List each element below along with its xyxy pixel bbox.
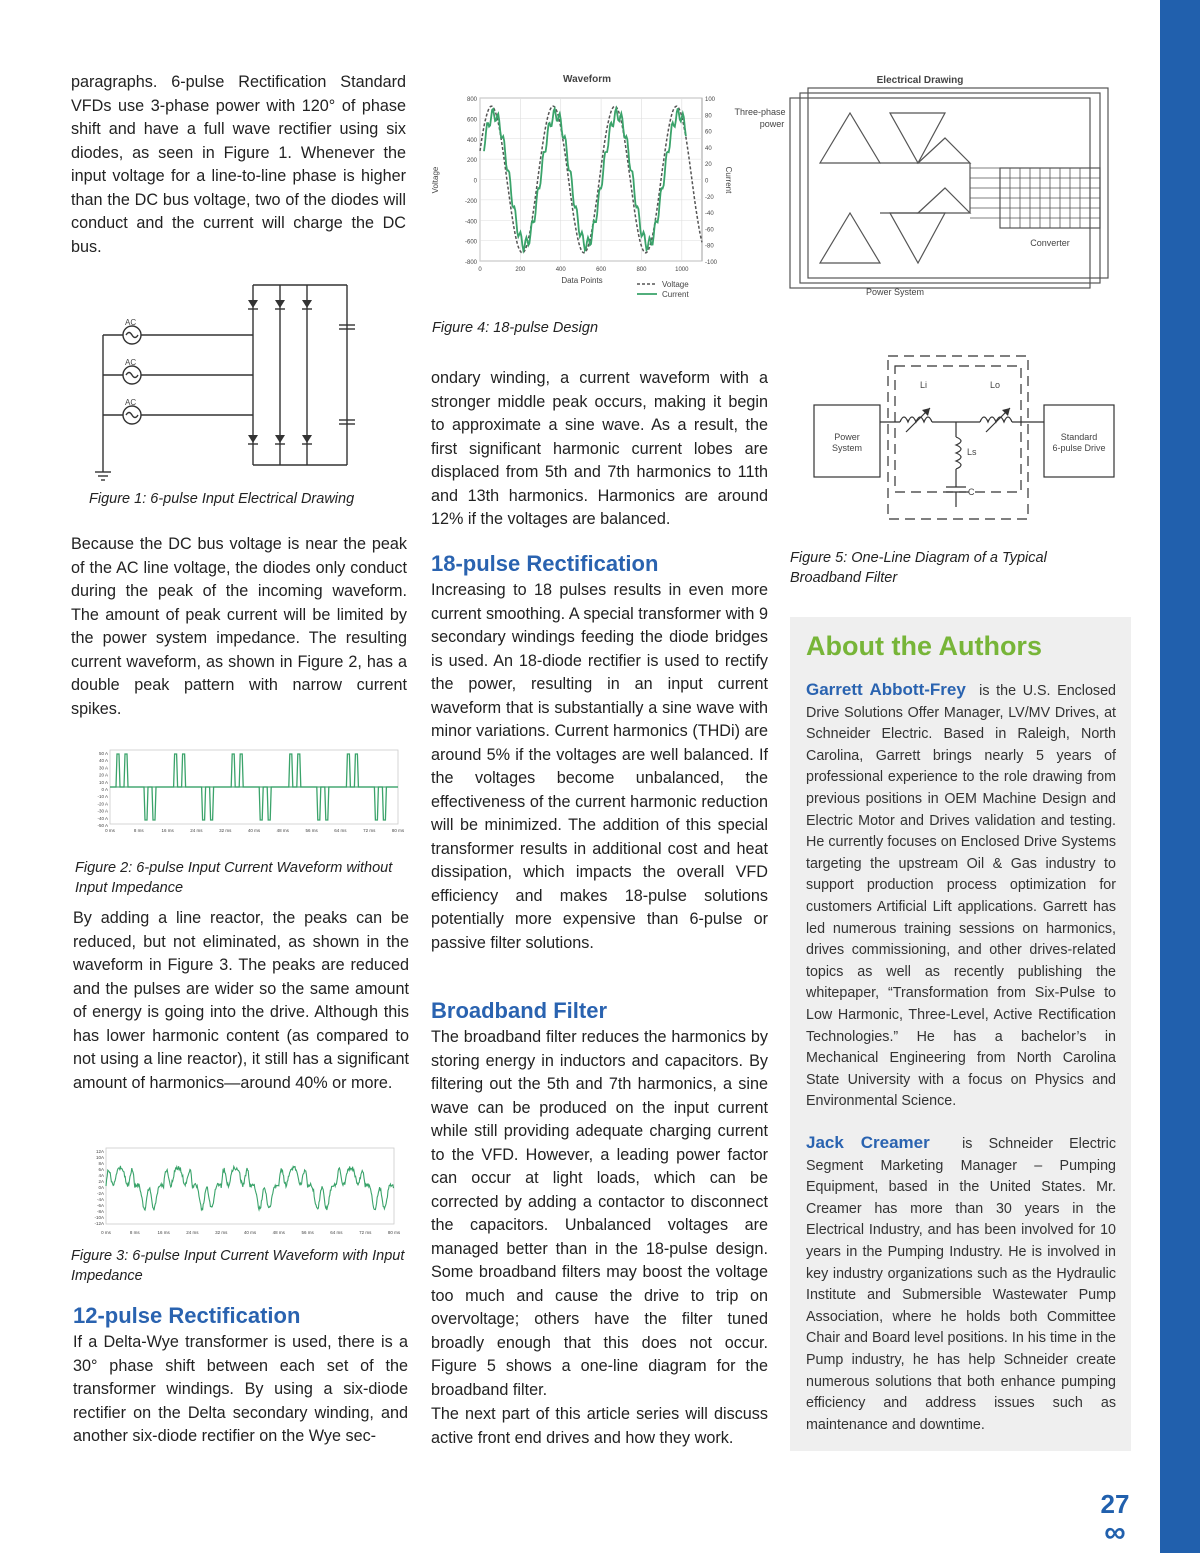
drawing-power-system: Power System <box>865 287 925 297</box>
fig3-ytick: -4A <box>96 1197 104 1202</box>
author-2-name: Jack Creamer <box>806 1133 930 1152</box>
fig4-ytick-right: -20 <box>705 194 714 201</box>
drawing-title: Electrical Drawing <box>876 75 964 86</box>
fig4-xtick: 1000 <box>675 267 689 273</box>
fig4-ytick-right: -80 <box>705 243 714 250</box>
author-1-name: Garrett Abbott-Frey <box>806 680 966 699</box>
fig3-ytick: 10A <box>95 1155 104 1160</box>
fig4-ytick-right: 40 <box>705 145 712 152</box>
about-authors-title: About the Authors <box>806 631 1042 661</box>
fig2-xtick: 72 ms <box>363 828 376 833</box>
fig4-ytick-right: 100 <box>705 97 716 103</box>
fig4-ytick-right: 0 <box>705 178 709 185</box>
fig3-ytick: -12A <box>94 1221 104 1226</box>
fig4-ytick-left: 400 <box>466 137 477 144</box>
col1-paragraph-4: If a Delta-Wye transformer is used, there is a 30° phase shift between each set of the transformer windings. By using a six-diode rectifier on the Delta secondary winding, and another six-diode rectifier on the Wye sec- <box>73 1333 408 1445</box>
filter-lo-label: Lo <box>990 380 1001 390</box>
about-authors-box <box>790 617 1131 1451</box>
fig4-xtick: 0 <box>478 267 482 273</box>
page-number: 27 <box>1100 1489 1130 1519</box>
fig4-xtick: 600 <box>596 267 607 273</box>
fig2-ytick: 0 A <box>101 787 108 792</box>
figure-3-waveform <box>80 1146 400 1238</box>
fig3-ytick: 6A <box>98 1167 104 1172</box>
fig3-xtick: 64 ms <box>330 1230 343 1235</box>
author-1-text: is the U.S. Enclosed Drive Solutions Offer Manager, LV/MV Drives, at Schneider Electric. Based in Raleigh, North Carolina, Garrett brings nearly 5 years of professional experience to the role drawing from previous positions in OEM Machine Design and Electric Motor and Drives validation and testing. He currently focuses on Enclosed Drive Systems targeting the upstream Oil & Gas industry to support production process optimization for customers Artificial Lift applications. Garrett has led numerous training sessions on harmonics, drives commissioning, and other drives-related topics as well as recently publishing the whitepaper, “Transformation from Six-Pulse to Low Harmonic, Three-Level, Active Rectification Technologies.” He has a bachelor’s in Mechanical Engineering from North Carolina State University with a focus on Physics and Environmental Science. <box>806 683 1116 1110</box>
fig4-ytick-right: -40 <box>705 211 714 218</box>
col1-paragraph-1: paragraphs. 6-pulse Rectification Standard VFDs use 3-phase power with 120° of phase shift and have a full wave rectifier using six diodes, as seen in Figure 1. Whenever the input voltage for a line-to-line phase is higher than the DC bus voltage, two of the diodes will conduct and the current will charge the DC bus. <box>71 73 406 256</box>
filter-drive-label-2: 6-pulse Drive <box>1052 443 1106 453</box>
fig2-xtick: 56 ms <box>305 828 318 833</box>
fig2-ytick: -50 A <box>97 823 108 828</box>
infinity-logo-icon: ∞ <box>1104 1516 1126 1549</box>
col1-paragraph-2: Because the DC bus voltage is near the peak of the AC line voltage, the diodes only conduct during the peak of the incoming waveform. The amount of peak current will be limited by the power system impedance. The resulting current waveform, as shown in Figure 2, has a double peak pattern with narrow current spikes. <box>71 535 407 718</box>
filter-c-label: C <box>968 487 975 497</box>
figure-3-caption: Figure 3: 6-pulse Input Current Waveform with Input Impedance <box>71 1248 405 1284</box>
fig3-ytick: 0A <box>98 1185 104 1190</box>
right-sidebar-bar <box>1160 0 1200 1553</box>
fig2-ytick: 50 A <box>98 751 108 756</box>
fig1-ac-label-1: AC <box>125 318 137 327</box>
fig2-ytick: 30 A <box>98 765 108 771</box>
fig2-xtick: 40 ms <box>247 828 261 833</box>
fig3-xtick: 32 ms <box>215 1230 228 1235</box>
author-1-bio <box>806 679 1116 1113</box>
fig2-ytick: 10 A <box>98 779 108 785</box>
fig4-ytick-left: -200 <box>464 198 477 205</box>
fig3-ytick: -10A <box>94 1215 104 1220</box>
fig4-ytick-left: -400 <box>464 219 477 226</box>
col2-paragraph-3: The broadband filter reduces the harmonics by storing energy in inductors and capacitors. By filtering out the 5th and 7th harmonics, a sine wave can be produced on the input current while still providing adequate charging current to the VFD. However, a leading power factor can occur at light loads, which can be corrected by adding a contactor to disconnect the capacitors. Unbalanced voltages are managed better than in the 18-pulse design. Some broadband filters may boost the voltage too much and cause the drive to trip on overvoltage; others have the filter tuned broadly enough that this does not occur. Figure 5 shows a one-line diagram for the broadband filter. <box>431 1028 768 1399</box>
fig3-ytick: 4A <box>98 1173 104 1178</box>
fig1-ac-label-3: AC <box>125 398 137 407</box>
fig2-ytick: 40 A <box>98 758 108 764</box>
col2-paragraph-1: ondary winding, a current waveform with a stronger middle peak occurs, making it begin to approximate a sine wave. As a result, the first significant harmonic current lobes are displaced from 5th and 7th harmonics to 11th and 13th harmonics. Harmonics are around 12% if the voltages are balanced. <box>431 369 768 528</box>
fig3-xtick: 48 ms <box>272 1230 285 1235</box>
fig4-ytick-right: -60 <box>705 227 714 234</box>
drawing-converter: Converter <box>1030 238 1070 248</box>
filter-li-label: Li <box>920 380 928 390</box>
fig4-ytick-left: 600 <box>466 117 477 124</box>
figure-5-filter-diagram <box>810 352 1120 527</box>
fig2-xtick: 0 ms <box>105 828 115 833</box>
fig2-xtick: 32 ms <box>219 828 232 833</box>
fig2-xtick: 64 ms <box>334 828 347 833</box>
col1-paragraph-3: By adding a line reactor, the peaks can be reduced, but not eliminated, as shown in the waveform in Figure 3. The peaks are reduced and the pulses are wider so the same amount of energy is going into the drive. Although this has lower harmonic content (as compared to not using a line reactor), it still has a significant amount of harmonics—around 40% or more. <box>73 909 409 1092</box>
col2-paragraph-2: Increasing to 18 pulses results in even more current smoothing. A special transformer with 9 secondary windings feeding the diode bridges is used. An 18-diode rectifier is used to rectify the power, resulting in an input current waveform that is substantially a sine wave with minor variations. Current harmonics (THDi) are around 5% if the voltages are well balanced. If the voltages become unbalanced, the effectiveness of the current harmonic reduction will be minimized. The addition of this special transformer results in additional cost and heat dissipation, which impacts the overall VFD efficiency and makes 18-pulse solutions potentially more expensive than 6-pulse or passive filter solutions. <box>431 581 768 952</box>
fig2-ytick: -40 A <box>97 815 108 821</box>
fig4-ytick-left: -600 <box>464 239 477 246</box>
fig4-ylabel-right: Current <box>724 166 733 194</box>
author-2-text: is Schneider Electric Segment Marketing Manager – Pumping Equipment, based in the United States. Mr. Creamer has more than 30 years in the Electrical Industry, and has been involved for 10 years in the Pumping Industry. He is involved in key industry organizations such as the Hydraulic Institute and Submersible Wastewater Pump Association, where he holds both Committee Chair and Board level positions. In his time in the Pump industry, he has help Schneider create numerous solutions that both enhance pumping efficiency and address issues such as maintenance and downtime. <box>806 1136 1116 1433</box>
fig3-ytick: -2A <box>96 1191 104 1196</box>
drawing-three-phase: Three-phase <box>734 107 786 117</box>
fig3-xtick: 16 ms <box>157 1230 170 1235</box>
heading-broadband-filter: Broadband Filter <box>431 998 608 1023</box>
fig2-ytick: -10 A <box>97 794 108 800</box>
fig2-ytick: 20 A <box>98 772 108 778</box>
figure-1-rectifier-drawing <box>90 280 380 480</box>
fig2-xtick: 8 ms <box>133 828 144 833</box>
filter-drive-label-1: Standard <box>1060 432 1098 442</box>
figure-5-caption-line-2: Broadband Filter <box>790 570 898 586</box>
heading-18-pulse: 18-pulse Rectification <box>431 551 659 576</box>
fig2-xtick: 24 ms <box>190 828 203 833</box>
col2-paragraph-4: The next part of this article series will discuss active front end drives and how they work. <box>431 1405 768 1447</box>
filter-ls-label: Ls <box>967 447 977 457</box>
fig3-ytick: 2A <box>98 1179 104 1184</box>
fig3-ytick: -6A <box>96 1203 104 1208</box>
fig4-ytick-right: 60 <box>705 129 712 136</box>
filter-power-label-2: System <box>831 443 863 453</box>
fig4-ytick-left: 200 <box>466 158 477 165</box>
fig4-ytick-right: 80 <box>705 113 712 120</box>
fig3-xtick: 56 ms <box>301 1230 314 1235</box>
fig4-ytick-right: -100 <box>705 260 718 266</box>
fig3-xtick: 72 ms <box>359 1230 372 1235</box>
fig4-xtick: 200 <box>515 267 526 273</box>
fig3-ytick: -8A <box>96 1209 104 1214</box>
fig4-legend-voltage: Voltage <box>662 280 689 289</box>
fig4-ytick-left: 800 <box>466 97 477 103</box>
figure-5-caption-line-1: Figure 5: One-Line Diagram of a Typical <box>790 550 1047 566</box>
fig3-xtick: 24 ms <box>186 1230 199 1235</box>
figure-1-caption: Figure 1: 6-pulse Input Electrical Drawing <box>89 491 355 507</box>
author-2-bio <box>806 1132 1116 1436</box>
fig2-xtick: 80 ms <box>391 828 405 833</box>
fig4-xlabel: Data Points <box>561 276 603 285</box>
fig4-ylabel-left: Voltage <box>431 166 440 194</box>
fig4-ytick-left: 0 <box>473 178 477 185</box>
fig4-title: Waveform <box>563 74 611 85</box>
figure-2-waveform <box>84 748 404 836</box>
fig3-xtick: 0 ms <box>101 1230 111 1235</box>
fig1-ac-label-2: AC <box>125 358 137 367</box>
figure-4-caption: Figure 4: 18-pulse Design <box>432 320 599 336</box>
fig4-ytick-left: -800 <box>464 260 477 266</box>
drawing-power: power <box>759 119 785 129</box>
figure-4-electrical-drawing <box>730 68 1130 303</box>
fig3-xtick: 80 ms <box>387 1230 401 1235</box>
fig2-ytick: -30 A <box>97 808 108 814</box>
figure-4-waveform-chart <box>432 68 732 308</box>
fig2-xtick: 48 ms <box>276 828 289 833</box>
figure-2-caption: Figure 2: 6-pulse Input Current Waveform without Input Impedance <box>75 860 393 896</box>
fig4-xtick: 400 <box>555 267 566 273</box>
fig3-xtick: 8 ms <box>129 1230 140 1235</box>
fig4-xtick: 800 <box>636 267 647 273</box>
fig3-ytick: 8A <box>98 1161 104 1166</box>
fig3-xtick: 40 ms <box>243 1230 257 1235</box>
fig4-legend-current: Current <box>662 290 689 299</box>
fig4-ytick-right: 20 <box>705 162 712 169</box>
filter-power-label-1: Power <box>834 432 860 442</box>
fig2-ytick: -20 A <box>97 801 108 807</box>
heading-12-pulse: 12-pulse Rectification <box>73 1303 301 1328</box>
fig2-xtick: 16 ms <box>161 828 174 833</box>
fig3-ytick: 12A <box>95 1149 104 1154</box>
